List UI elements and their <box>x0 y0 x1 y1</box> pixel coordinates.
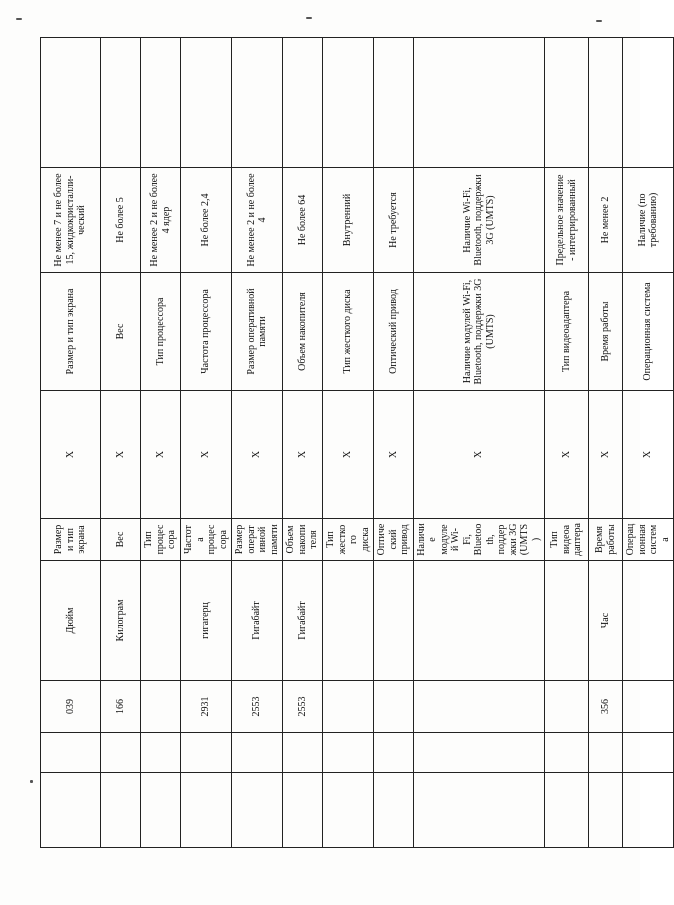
value-cell: Не менее 2 <box>589 168 623 273</box>
x-mark-cell: X <box>545 391 589 519</box>
value-cell: Наличие Wi-Fi, Bluetooth, поддержки 3G (UMTS) <box>413 168 545 273</box>
value-cell: Внутренний <box>323 168 374 273</box>
x-mark-cell: X <box>374 391 414 519</box>
x-mark-cell: X <box>41 391 101 519</box>
blank-cell <box>374 38 414 168</box>
parameter-cell: Тип процессора <box>141 273 181 391</box>
value-cell: Не требуется <box>374 168 414 273</box>
unit-code-cell <box>374 681 414 733</box>
blank-cell <box>232 38 283 168</box>
parameter-cell: Наличие модулей Wi-Fi, Bluetooth, поддержки 3G (UMTS) <box>413 273 545 391</box>
spec-table-body <box>41 38 674 848</box>
characteristic-name-cell: Оптический привод <box>374 519 414 561</box>
value-cell: Предельное значение - интегрированный <box>545 168 589 273</box>
unit-name-cell: Килограм <box>101 561 141 681</box>
blank-cell <box>545 773 589 848</box>
unit-name-cell <box>141 561 181 681</box>
characteristic-name-cell: Частота процессора <box>181 519 232 561</box>
unit-code-cell: 2553 <box>283 681 323 733</box>
x-mark-cell: X <box>623 391 674 519</box>
value-cell: Не более 5 <box>101 168 141 273</box>
table-row <box>101 38 141 848</box>
unit-code-cell: 2553 <box>232 681 283 733</box>
blank-cell <box>323 38 374 168</box>
blank-cell <box>181 773 232 848</box>
scan-speck <box>16 18 22 20</box>
blank-cell <box>283 733 323 773</box>
x-mark-cell: X <box>413 391 545 519</box>
unit-name-cell: Час <box>589 561 623 681</box>
value-cell: Не более 64 <box>283 168 323 273</box>
parameter-cell: Объем накопителя <box>283 273 323 391</box>
value-cell: Не более 2,4 <box>181 168 232 273</box>
table-row <box>623 38 674 848</box>
blank-cell <box>623 773 674 848</box>
blank-cell <box>623 38 674 168</box>
rotated-table-container <box>40 38 671 848</box>
characteristic-name-cell: Тип видеоадаптера <box>545 519 589 561</box>
x-mark-cell: X <box>589 391 623 519</box>
table-row <box>283 38 323 848</box>
characteristic-name-cell: Наличие модулей Wi-Fi, Bluetooth, поддержки 3G (UMTS) <box>413 519 545 561</box>
value-cell: Наличие (по требованию) <box>623 168 674 273</box>
blank-cell <box>181 38 232 168</box>
blank-cell <box>283 38 323 168</box>
parameter-cell: Время работы <box>589 273 623 391</box>
blank-cell <box>141 733 181 773</box>
parameter-cell: Размер и тип экрана <box>41 273 101 391</box>
unit-name-cell <box>374 561 414 681</box>
parameter-cell: Размер оперативной памяти <box>232 273 283 391</box>
blank-cell <box>374 773 414 848</box>
blank-cell <box>181 733 232 773</box>
blank-cell <box>41 773 101 848</box>
table-row <box>589 38 623 848</box>
unit-code-cell: 356 <box>589 681 623 733</box>
blank-cell <box>623 733 674 773</box>
x-mark-cell: X <box>232 391 283 519</box>
table-row <box>323 38 374 848</box>
value-cell: Не менее 2 и не более 4 ядер <box>141 168 181 273</box>
characteristic-name-cell: Вес <box>101 519 141 561</box>
table-row <box>232 38 283 848</box>
blank-cell <box>413 38 545 168</box>
x-mark-cell: X <box>141 391 181 519</box>
scan-speck <box>596 20 602 22</box>
unit-name-cell <box>623 561 674 681</box>
blank-cell <box>323 773 374 848</box>
unit-code-cell <box>323 681 374 733</box>
x-mark-cell: X <box>101 391 141 519</box>
blank-cell <box>545 38 589 168</box>
scan-speck <box>306 17 312 19</box>
spec-table <box>40 37 674 848</box>
unit-name-cell: Дюйм <box>41 561 101 681</box>
blank-cell <box>283 773 323 848</box>
value-cell: Не менее 7 и не более 15, жидкокристалли-ческий <box>41 168 101 273</box>
x-mark-cell: X <box>323 391 374 519</box>
x-mark-cell: X <box>283 391 323 519</box>
unit-code-cell <box>545 681 589 733</box>
value-cell: Не менее 2 и не более 4 <box>232 168 283 273</box>
unit-code-cell <box>141 681 181 733</box>
table-row <box>413 38 545 848</box>
unit-name-cell: Гигабайт <box>232 561 283 681</box>
table-row <box>374 38 414 848</box>
parameter-cell: Вес <box>101 273 141 391</box>
parameter-cell: Частота процессора <box>181 273 232 391</box>
blank-cell <box>141 773 181 848</box>
table-row <box>545 38 589 848</box>
parameter-cell: Тип жесткого диска <box>323 273 374 391</box>
blank-cell <box>589 38 623 168</box>
unit-name-cell: Гигабайт <box>283 561 323 681</box>
table-row <box>41 38 101 848</box>
unit-code-cell: 2931 <box>181 681 232 733</box>
blank-cell <box>232 773 283 848</box>
blank-cell <box>232 733 283 773</box>
scan-speck <box>30 780 33 783</box>
unit-code-cell: 166 <box>101 681 141 733</box>
blank-cell <box>141 38 181 168</box>
unit-name-cell: гигагерц <box>181 561 232 681</box>
characteristic-name-cell: Объем накопителя <box>283 519 323 561</box>
characteristic-name-cell: Тип процессора <box>141 519 181 561</box>
parameter-cell: Операционная система <box>623 273 674 391</box>
characteristic-name-cell: Размер оперативной памяти <box>232 519 283 561</box>
unit-name-cell <box>545 561 589 681</box>
blank-cell <box>101 733 141 773</box>
characteristic-name-cell: Операционная система <box>623 519 674 561</box>
blank-cell <box>323 733 374 773</box>
blank-cell <box>413 773 545 848</box>
table-row <box>141 38 181 848</box>
blank-cell <box>413 733 545 773</box>
blank-cell <box>589 733 623 773</box>
characteristic-name-cell: Размер и тип экрана <box>41 519 101 561</box>
blank-cell <box>374 733 414 773</box>
parameter-cell: Тип видеоадаптера <box>545 273 589 391</box>
table-row <box>181 38 232 848</box>
blank-cell <box>101 773 141 848</box>
parameter-cell: Оптический привод <box>374 273 414 391</box>
characteristic-name-cell: Время работы <box>589 519 623 561</box>
blank-cell <box>545 733 589 773</box>
unit-code-cell <box>623 681 674 733</box>
unit-name-cell <box>323 561 374 681</box>
unit-code-cell: 039 <box>41 681 101 733</box>
unit-code-cell <box>413 681 545 733</box>
blank-cell <box>589 773 623 848</box>
blank-cell <box>101 38 141 168</box>
unit-name-cell <box>413 561 545 681</box>
x-mark-cell: X <box>181 391 232 519</box>
table-frame <box>40 38 671 848</box>
characteristic-name-cell: Тип жесткого диска <box>323 519 374 561</box>
blank-cell <box>41 38 101 168</box>
blank-cell <box>41 733 101 773</box>
